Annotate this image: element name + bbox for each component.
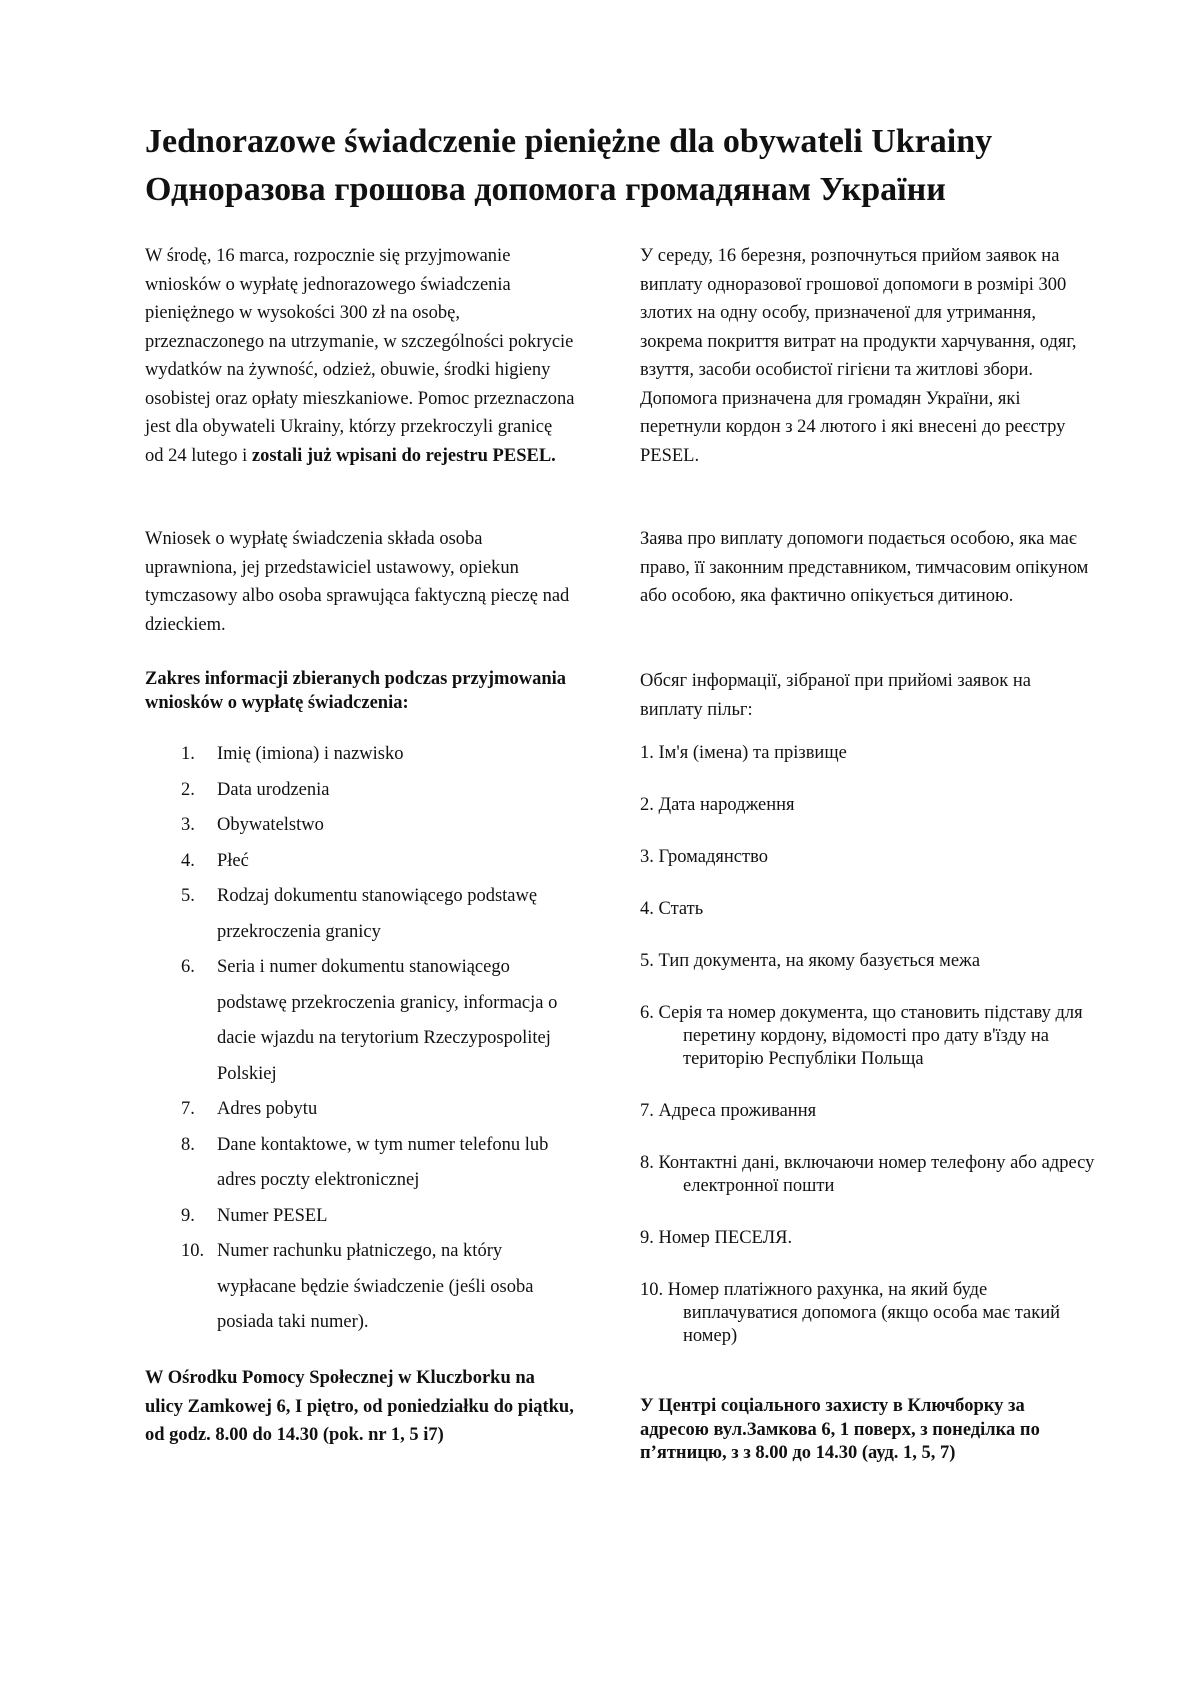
document-title	[145, 118, 1105, 214]
list-item: 7. Адреса проживання	[640, 1101, 817, 1121]
list-item: 3. Громадянство	[640, 847, 768, 867]
pl-intro-text: W środę, 16 marca, rozpocznie się przyjmowanie wniosków o wypłatę jednorazowego świadczenia pieniężnego w wysokości 300 zł na osobę, przeznaczonego na utrzymanie, w szczególności pokrycie wydatków na żywność, odzież, obuwie, środki higieny osobistej oraz opłaty mieszkaniowe. Pomoc przeznaczona jest dla obywateli Ukrainy, którzy przekroczyli granicę od 24 lutego i	[145, 246, 575, 466]
list-item: 10. Номер платіжного рахунка, на який буде виплачуватися допомога (якщо особа має такий номер)	[640, 1280, 1061, 1346]
list-item: 6. Серія та номер документа, що становить підставу для перетину кордону, відомості про дату в'їзду на територію Республіки Польща	[640, 1003, 1083, 1069]
list-item	[145, 1128, 575, 1199]
pl-intro-paragraph	[145, 242, 575, 470]
list-item-text: Płeć	[217, 850, 249, 871]
list-item: 2. Дата народження	[640, 795, 795, 815]
list-item	[145, 737, 575, 773]
list-item-number: 7.	[181, 1099, 195, 1119]
list-item	[145, 950, 575, 1092]
list-item	[145, 808, 575, 844]
list-item-number: 4.	[181, 850, 195, 871]
list-item-number: 9.	[181, 1205, 195, 1226]
list-item: 1. Ім'я (імена) та прізвище	[640, 743, 847, 763]
list-item-text: Obywatelstwo	[217, 815, 324, 835]
uk-info-list	[640, 742, 1095, 1377]
uk-applicant-paragraph: Заява про виплату допомоги подається особою, яка має право, її законним представником, тимчасовим опікуном або особою, яка фактично опікується дитиною.	[640, 529, 1089, 606]
uk-intro-paragraph: У середу, 16 березня, розпочнуться прийом заявок на виплату одноразової грошової допомоги в розмірі 300 злотих на одну особу, призначеної для утримання, зокрема покриття витрат на продукти харчування, одяг, взуття, засоби особистої гігієни та житлові збори. Допомога призначена для громадян України, які перетнули кордон з 24 лютого і які внесені до реєстру PESEL.	[640, 246, 1077, 466]
list-item-text: Rodzaj dokumentu stanowiącego podstawę przekroczenia granicy	[217, 886, 538, 942]
list-item	[145, 1199, 575, 1235]
pl-intro-bold-text: zostali już wpisani do rejestru PESEL.	[251, 445, 556, 466]
list-item: 5. Тип документа, на якому базується межа	[640, 951, 981, 971]
pl-info-list	[145, 737, 575, 1341]
list-item-number: 1.	[181, 744, 195, 764]
list-item	[145, 773, 575, 809]
list-item	[145, 1234, 575, 1341]
list-item-number: 8.	[181, 1134, 195, 1155]
list-item	[145, 879, 575, 950]
list-item-text: Seria i numer dokumentu stanowiącego podstawę przekroczenia granicy, informacja o dacie wjazdu na terytorium Rzeczypospolitej Polskiej	[217, 957, 558, 1084]
pl-scope-heading: Zakres informacji zbieranych podczas przyjmowania wniosków o wypłatę świadczenia:	[145, 669, 567, 713]
list-item-number: 6.	[181, 957, 195, 977]
list-item-number: 5.	[181, 886, 195, 906]
list-item-number: 3.	[181, 815, 195, 835]
title-polish: Jednorazowe świadczenie pieniężne dla obywateli Ukrainy	[145, 123, 993, 160]
list-item: 8. Контактні дані, включаючи номер телефону або адресу електронної пошти	[640, 1153, 1095, 1196]
pl-office-info: W Ośrodku Pomocy Społecznej w Kluczborku na ulicy Zamkowej 6, I piętro, od poniedziałku do piątku, od godz. 8.00 do 14.30 (pok. nr 1, 5 i7)	[145, 1368, 574, 1445]
list-item-number: 10.	[181, 1241, 205, 1261]
uk-office-info: У Центрі соціального захисту в Ключборку за адресою вул.Замкова 6, 1 поверх, з понеділка по п’ятницю, з з 8.00 до 14.30 (ауд. 1, 5, 7)	[640, 1396, 1040, 1463]
list-item-text: Dane kontaktowe, w tym numer telefonu lub adres poczty elektronicznej	[217, 1134, 549, 1190]
list-item-text: Data urodzenia	[217, 779, 330, 800]
list-item-text: Adres pobytu	[217, 1099, 318, 1119]
list-item	[145, 1092, 575, 1128]
uk-scope-heading: Обсяг інформації, зібраної при прийомі заявок на виплату пільг:	[640, 671, 1032, 720]
pl-applicant-paragraph: Wniosek o wypłatę świadczenia składa osoba uprawniona, jej przedstawiciel ustawowy, opiekun tymczasowy albo osoba sprawująca faktyczną pieczę nad dzieckiem.	[145, 529, 570, 635]
list-item-text: Numer rachunku płatniczego, na który wypłacane będzie świadczenie (jeśli osoba posiada taki numer).	[217, 1241, 534, 1332]
list-item-text: Numer PESEL	[217, 1205, 328, 1226]
list-item: 4. Стать	[640, 899, 704, 919]
list-item: 9. Номер ПЕСЕЛЯ.	[640, 1228, 793, 1248]
list-item-number: 2.	[181, 779, 195, 800]
list-item	[145, 844, 575, 880]
title-ukrainian: Одноразова грошова допомога громадянам України	[145, 171, 946, 208]
list-item-text: Imię (imiona) i nazwisko	[217, 744, 404, 764]
